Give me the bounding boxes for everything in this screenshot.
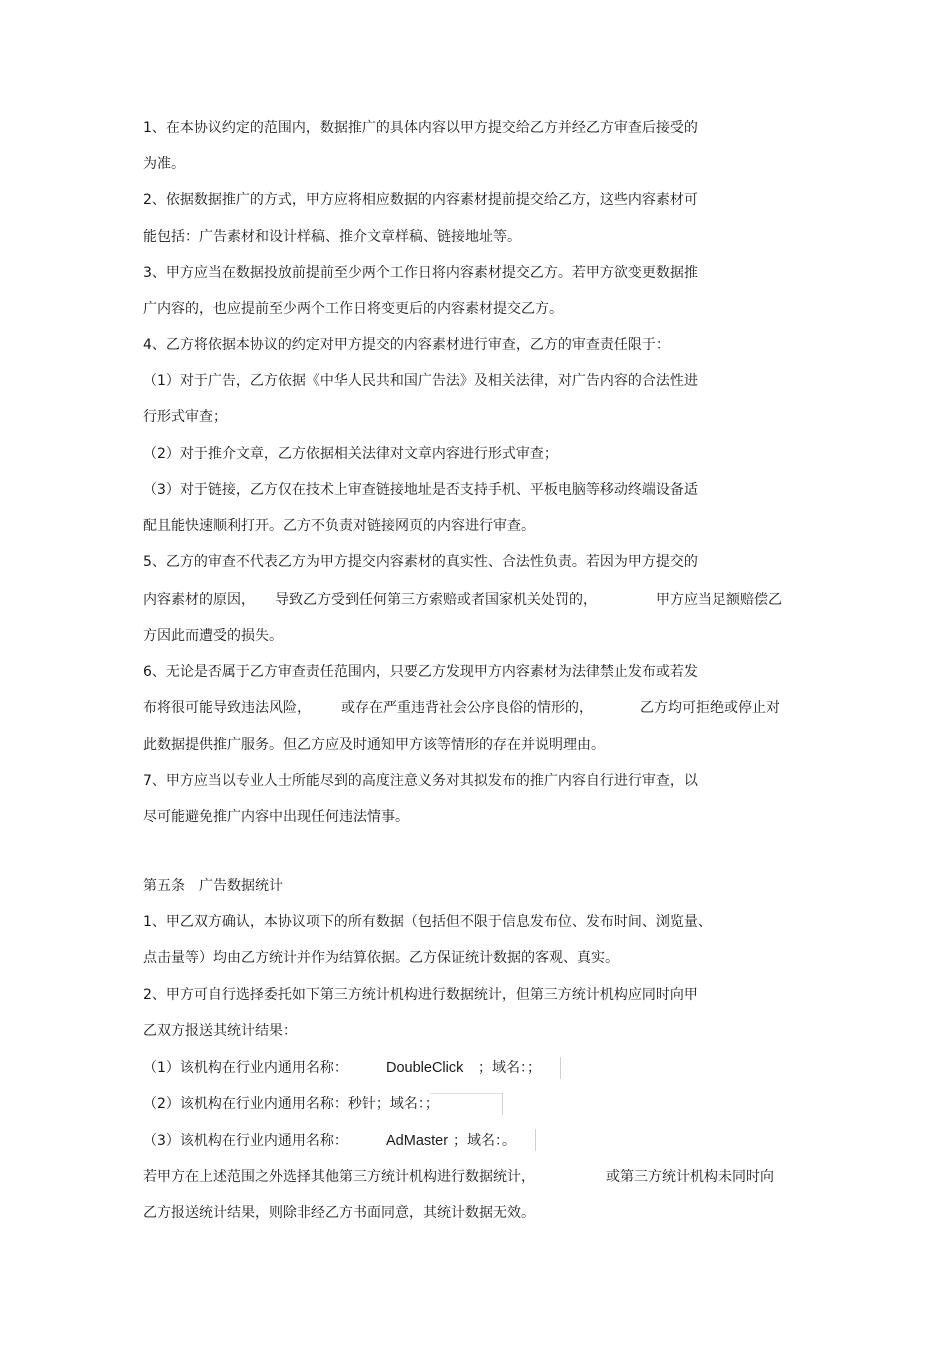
paragraph-line: 5、乙方的审查不代表乙方为甲方提交内容素材的真实性、合法性负责。若因为甲方提交的: [143, 554, 698, 570]
agency-item-prefix: （1）该机构在行业内通用名称：: [143, 1060, 348, 1076]
line-segment: 内容素材的原因，: [143, 592, 255, 608]
paragraph-line: 行形式审查；: [143, 409, 227, 425]
agency-item: （2）该机构在行业内通用名称：秒针；域名：；: [143, 1096, 439, 1112]
paragraph-line: 此数据提供推广服务。但乙方应及时通知甲方该等情形的存在并说明理由。: [143, 737, 605, 753]
line-segment: 布将很可能导致违法风险，: [143, 700, 311, 716]
agency-item-prefix: （3）该机构在行业内通用名称：: [143, 1133, 348, 1149]
table-cell-border: [502, 1093, 503, 1115]
paragraph-line: （3）对于链接，乙方仅在技术上审查链接地址是否支持手机、平板电脑等移动终端设备适: [143, 482, 698, 498]
agency-item-suffix: ；域名：；: [478, 1060, 541, 1076]
table-cell-border: [535, 1129, 536, 1151]
line-segment: 乙方均可拒绝或停止对: [640, 700, 780, 716]
paragraph-line: 乙方报送统计结果，则除非经乙方书面同意，其统计数据无效。: [143, 1205, 535, 1221]
paragraph-line: 为准。: [143, 156, 185, 172]
agency-item: [143, 1058, 563, 1078]
table-cell-border: [560, 1057, 561, 1079]
paragraph-line: 1、在本协议约定的范围内，数据推广的具体内容以甲方提交给乙方并经乙方审查后接受的: [143, 120, 698, 136]
paragraph-line: 能包括：广告素材和设计样稿、推介文章样稿、链接地址等。: [143, 229, 521, 245]
paragraph-line: 点击量等）均由乙方统计并作为结算依据。乙方保证统计数据的客观、真实。: [143, 950, 619, 966]
paragraph-line: 乙双方报送其统计结果：: [143, 1023, 297, 1039]
line-segment: 或第三方统计机构未同时向: [606, 1169, 774, 1185]
paragraph-line: 广内容的，也应提前至少两个工作日将变更后的内容素材提交乙方。: [143, 301, 563, 317]
paragraph-line: 尽可能避免推广内容中出现任何违法情事。: [143, 809, 409, 825]
paragraph-line: 3、甲方应当在数据投放前提前至少两个工作日将内容素材提交乙方。若甲方欲变更数据推: [143, 265, 698, 281]
agency-name: AdMaster: [386, 1133, 449, 1149]
paragraph-line: 1、甲乙双方确认，本协议项下的所有数据（包括但不限于信息发布位、发布时间、浏览量、: [143, 914, 712, 930]
line-segment: 若甲方在上述范围之外选择其他第三方统计机构进行数据统计，: [143, 1169, 535, 1185]
line-segment: 甲方应当足额赔偿乙: [656, 592, 782, 608]
line-segment: 或存在严重违背社会公序良俗的情形的，: [341, 700, 593, 716]
paragraph-line-spaced: [143, 698, 803, 718]
line-segment: 导致乙方受到任何第三方索赔或者国家机关处罚的，: [275, 592, 597, 608]
table-cell-border: [430, 1093, 502, 1094]
agency-item: [143, 1131, 563, 1151]
section-heading: 第五条 广告数据统计: [143, 878, 283, 894]
paragraph-line-spaced: [143, 1167, 803, 1187]
paragraph-line: 配且能快速顺利打开。乙方不负责对链接网页的内容进行审查。: [143, 518, 535, 534]
paragraph-line: 6、无论是否属于乙方审查责任范围内，只要乙方发现甲方内容素材为法律禁止发布或若发: [143, 664, 698, 680]
paragraph-line: 2、依据数据推广的方式，甲方应将相应数据的内容素材提前提交给乙方，这些内容素材可: [143, 192, 698, 208]
paragraph-line: 7、甲方应当以专业人士所能尽到的高度注意义务对其拟发布的推广内容自行进行审查，以: [143, 773, 698, 789]
agency-item-suffix: ；域名：。: [453, 1133, 516, 1149]
paragraph-line: 方因此而遭受的损失。: [143, 628, 283, 644]
paragraph-line-spaced: [143, 590, 803, 610]
paragraph-line: 2、甲方可自行选择委托如下第三方统计机构进行数据统计，但第三方统计机构应同时向甲: [143, 987, 698, 1003]
agency-name: DoubleClick: [386, 1060, 464, 1076]
paragraph-line: （2）对于推介文章，乙方依据相关法律对文章内容进行形式审查；: [143, 446, 558, 462]
paragraph-line: （1）对于广告，乙方依据《中华人民共和国广告法》及相关法律，对广告内容的合法性进: [143, 373, 698, 389]
paragraph-line: 4、乙方将依据本协议的约定对甲方提交的内容素材进行审查，乙方的审查责任限于：: [143, 337, 670, 353]
